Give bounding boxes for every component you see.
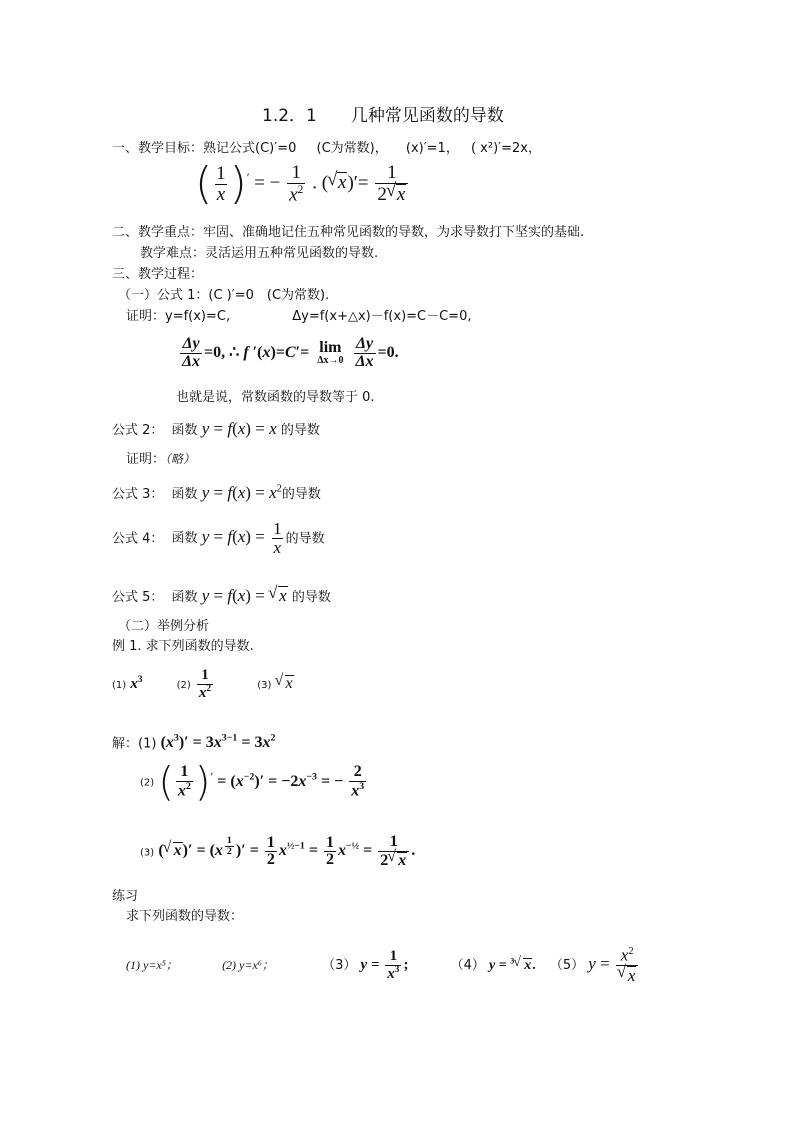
solution-2: (2) ( $\frac{1}{x^2}$ )$' = (x^{-2})' = -2x^{-3}$ = − $\frac{2}{x^3}$	[140, 759, 365, 805]
formula-constant-note: (C为常数)，	[316, 141, 388, 156]
formula3-prefix: 函数	[171, 487, 198, 502]
proof-definition: 证明：y=f(x)=C,	[126, 309, 231, 324]
formula4-line: 公式 4： 函数 y = f(x) = $\frac{1}{x}$ 的导数	[112, 519, 325, 557]
formula2-line: 公式 2： 函数 y = f(x) = x 的导数	[112, 419, 320, 438]
formula3-label: 公式 3：	[112, 487, 164, 502]
proof-omit: （略）	[165, 452, 196, 466]
example-item-2-label: (2)	[176, 680, 191, 692]
example-item-3-label: (3)	[257, 680, 272, 692]
formula2-proof	[126, 452, 195, 468]
formula4-suffix: 的导数	[285, 531, 325, 547]
practice-heading: 练习	[112, 889, 139, 904]
formula2-label: 公式 2：	[112, 423, 164, 438]
formula2-suffix: 的导数	[280, 423, 320, 438]
key-points: 二、教学重点：牢固、准确地记住五种常见函数的导数，为求导数打下坚实的基础.	[112, 225, 585, 240]
formula-identity: (x)′=1，	[405, 141, 459, 156]
objective-line	[112, 141, 541, 157]
formula2-prefix: 函数	[171, 423, 198, 438]
objective-label: 一、教学目标：熟记公式	[112, 141, 256, 156]
proof-line	[126, 309, 471, 325]
practice-items: (1) y=x⁵； (2) y=x⁶； （3） y = $\frac{1}{x^3}$ ; （4） y = $^3$√ x. （5） y = $x^2$ √ x	[126, 946, 640, 984]
formula4-label: 公式 4：	[112, 531, 164, 547]
practice-task: 求下列函数的导数：	[126, 909, 244, 924]
solution-1: 解：(1) $(x^3)' = 3x^{3-1} = 3x^2$	[112, 733, 276, 752]
page-title: 1.2．1 几种常见函数的导数	[262, 106, 504, 126]
process-heading: 三、教学过程：	[112, 267, 204, 282]
formula5-suffix: 的导数	[291, 590, 331, 605]
example1-items: (1) $x^3$ (2) $\frac{1}{x^2}$ (3) √ x	[112, 668, 294, 702]
practice-q1: (1) y=x⁵；	[126, 958, 178, 973]
formula3-line: 公式 3： 函数 $y = f(x) = x^2$的导数	[112, 483, 321, 502]
formula4-prefix: 函数	[171, 531, 198, 547]
formula-constant: (C)′=0	[255, 141, 297, 156]
formula5-line: 公式 5： 函数 y = f(x) = √ x 的导数	[112, 586, 331, 606]
practice-q2: (2) y=x⁶；	[222, 958, 274, 973]
formula5-prefix: 函数	[171, 590, 198, 605]
formula3-suffix: 的导数	[281, 487, 321, 502]
example1-heading: 例 1. 求下列函数的导数.	[112, 639, 254, 654]
examples-heading: （二）举例分析	[118, 619, 210, 634]
formula5-label: 公式 5：	[112, 590, 164, 605]
practice-q4-label: （4）	[450, 958, 485, 974]
proof-omit-label: 证明：	[126, 452, 166, 467]
practice-q3-label: （3）	[322, 958, 357, 974]
proof-delta: Δy=f(x+△x)－f(x)=C－C=0,	[292, 309, 472, 324]
solution-3: (3) (√ x)′ = (x $^{\frac{1}{2}}$ )′ = $\frac{1}{2}$ $x^{\frac{1}{2}-1}$ = $\frac{1}{2}$ $x^{-\frac{1}{2}}$ = $\frac{1}{2√ x}$ .	[140, 834, 415, 870]
constant-conclusion: 也就是说，常数函数的导数等于 0.	[176, 390, 375, 405]
formula-square: ( x²)′=2x，	[470, 141, 541, 156]
example-item-1-label: (1)	[112, 680, 127, 692]
objective-formulas-display: ( $\frac{1}{x}$ )′ = − $\frac{1}{x^2}$ . (√ x)′= $\frac{1}{2√ x}$	[195, 162, 410, 206]
practice-q5-label: （5）	[549, 958, 585, 974]
solution-label: 解：(1)	[112, 736, 157, 752]
formula1-heading: （一）公式 1：(C )′=0 (C为常数).	[118, 288, 330, 303]
difficult-points: 教学难点：灵活运用五种常见函数的导数.	[140, 246, 379, 261]
proof-limit-formula: $\frac{\Delta y}{\Delta x}$ =0, ∴ f ′(x)=C′= lim Δx→0 $\frac{\Delta y}{\Delta x}$ =0.	[182, 335, 399, 370]
